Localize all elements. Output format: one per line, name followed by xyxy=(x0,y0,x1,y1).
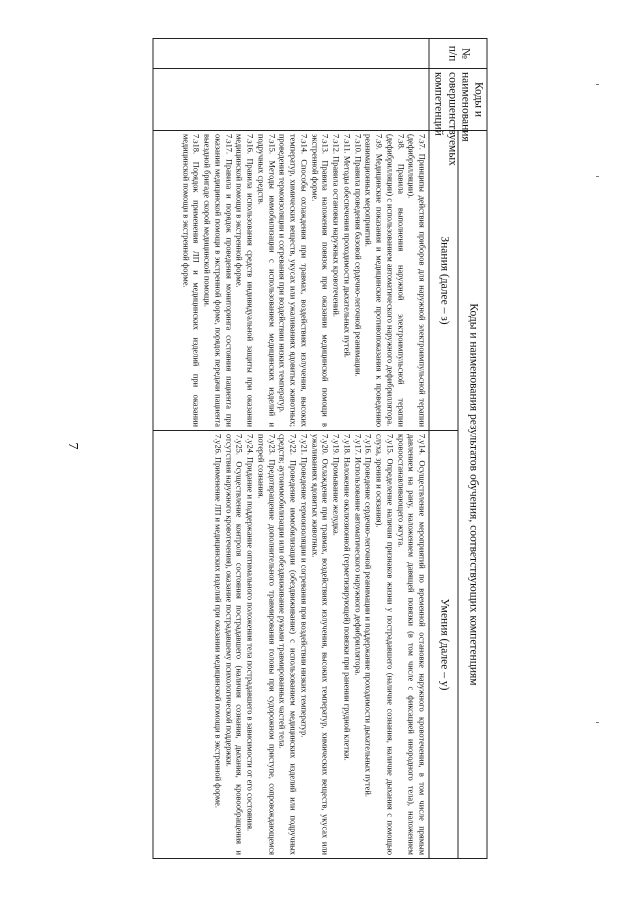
skill-item: 7.у20. Охлаждение при травмах, воздействиях излучения, высоких температур, химических веществ, укусах или ужаливаниях ядовитых животных. xyxy=(310,434,330,855)
page-number: 7 xyxy=(65,442,80,450)
skill-item: 7.у22. Проведение иммобилизации (обездвиживание) с использованием медицинских изделий или подручных средств; аутоиммобилизации или обездвиживание руками травмированных частей тела. xyxy=(277,434,298,855)
col-skills-header: Умения (далее – у) xyxy=(429,431,458,859)
knowledge-item: 7.з14. Способы охлаждения при травмах, воздействиях излучения, высоких температур, химических веществ, укусах или ужаливаниях ядовитых животных; проведения термоизоляции и согревания при воздействии низких температур. xyxy=(277,134,309,427)
skill-item: 7.у24. Придание и поддержание оптимального положения тела пострадавшего в зависимости от его состояния. xyxy=(245,434,255,832)
knowledge-item: 7.з18. Порядок применения ЛП и медицинских изделий при оказании медицинской помощи в экстренной форме. xyxy=(181,134,201,427)
knowledge-item: 7.з7. Принципы действия приборов для наружной электроимпульсной терапии (дефибрилляции). xyxy=(406,134,427,427)
skills-cell xyxy=(153,431,429,859)
scan-artifact xyxy=(596,176,599,177)
knowledge-item: 7.з8. Правила выполнения наружной электроимпульсной терапии (дефибрилляции) с использованием автоматического наружного дефибриллятора. xyxy=(385,134,406,427)
knowledge-item: 7.з13. Правила наложения повязок при оказании медицинской помощи в экстренной форме. xyxy=(310,134,330,427)
knowledge-item: 7.з10. Правила проведения базовой сердечно-легочной реанимации. xyxy=(353,134,363,377)
scan-artifact xyxy=(596,84,599,85)
skill-item: 7.у26. Применение ЛП и медицинских изделий при оказании медицинской помощи в экстренной форме. xyxy=(213,434,223,808)
skill-item: 7.у15. Определение наличия признаков жизни у пострадавшего (наличие сознания, наличие дыхания с помощью слуха, зрения и осязания). xyxy=(374,434,395,855)
col-code-header: Коды и наименования совершенствуемых компетенций xyxy=(429,69,487,131)
col-num-header: № п/п xyxy=(429,39,487,69)
knowledge-item: 7.з9. Медицинские показания и медицинские противопоказания к проведению реанимационных мероприятий. xyxy=(363,134,384,427)
skill-item: 7.у14. Осуществление мероприятий по временной остановке наружного кровотечения, в том числе прямым давлением на рану, наложением давящей повязки (в том числе с фиксацией инородного тела), наложением кровоостанавливающего жгута. xyxy=(396,434,427,855)
knowledge-item: 7.з16. Правила использования средств индивидуальной защиты при оказании медицинской помощи в экстренной форме. xyxy=(234,134,255,427)
knowledge-item: 7.з11. Методы обеспечения проходимости дыхательных путей. xyxy=(342,134,352,358)
knowledge-item: 7.з15. Методы иммобилизации с использованием медицинских изделий и подручных средств. xyxy=(256,134,277,427)
knowledge-item: 7.з17. Правила и порядок проведения мониторинга состояния пациента при оказании медицинской помощи в экстренной форме, порядок передачи пациента выездной бригаде скорой медицинской помощи. xyxy=(202,134,234,427)
skill-item: 7.у18. Наложение окклюзионной (герметизирующей) повязки при ранении грудной клетки. xyxy=(342,434,352,761)
scan-artifact xyxy=(596,722,599,723)
skill-item: 7.у25. Осуществление контроля состояния пострадавшего (наличия сознания, дыхания, кровообращения и отсутствия наружного кровотечения), оказание пострадавшему психологической поддержки. xyxy=(224,434,244,855)
rotated-table-wrapper xyxy=(153,38,488,858)
skill-item: 7.у17. Использование автоматического наружного дефибриллятора. xyxy=(353,434,363,676)
num-cell xyxy=(153,39,429,69)
knowledge-cell xyxy=(153,131,429,431)
skill-item: 7.у19. Промывание желудка. xyxy=(331,434,341,536)
competency-table xyxy=(153,38,488,859)
col-knowledge-header: Знания (далее – з) xyxy=(429,131,458,431)
skill-item: 7.у21. Проведение термоизоляции и согревания при воздействии низких температур. xyxy=(299,434,309,738)
skill-item: 7.у16. Проведение сердечно-легочной реанимации и поддержание проходимости дыхательных путей. xyxy=(363,434,373,797)
knowledge-item: 7.з12. Правила остановки наружных кровотечений. xyxy=(331,134,341,317)
col-results-header: Коды и наименования результатов обучения, соответствующих компетенциям xyxy=(458,131,487,859)
code-cell xyxy=(153,69,429,131)
skill-item: 7.у23. Предотвращение дополнительного травмирования головы при судорожном приступе, сопровождающемся потерей сознания. xyxy=(256,434,277,855)
